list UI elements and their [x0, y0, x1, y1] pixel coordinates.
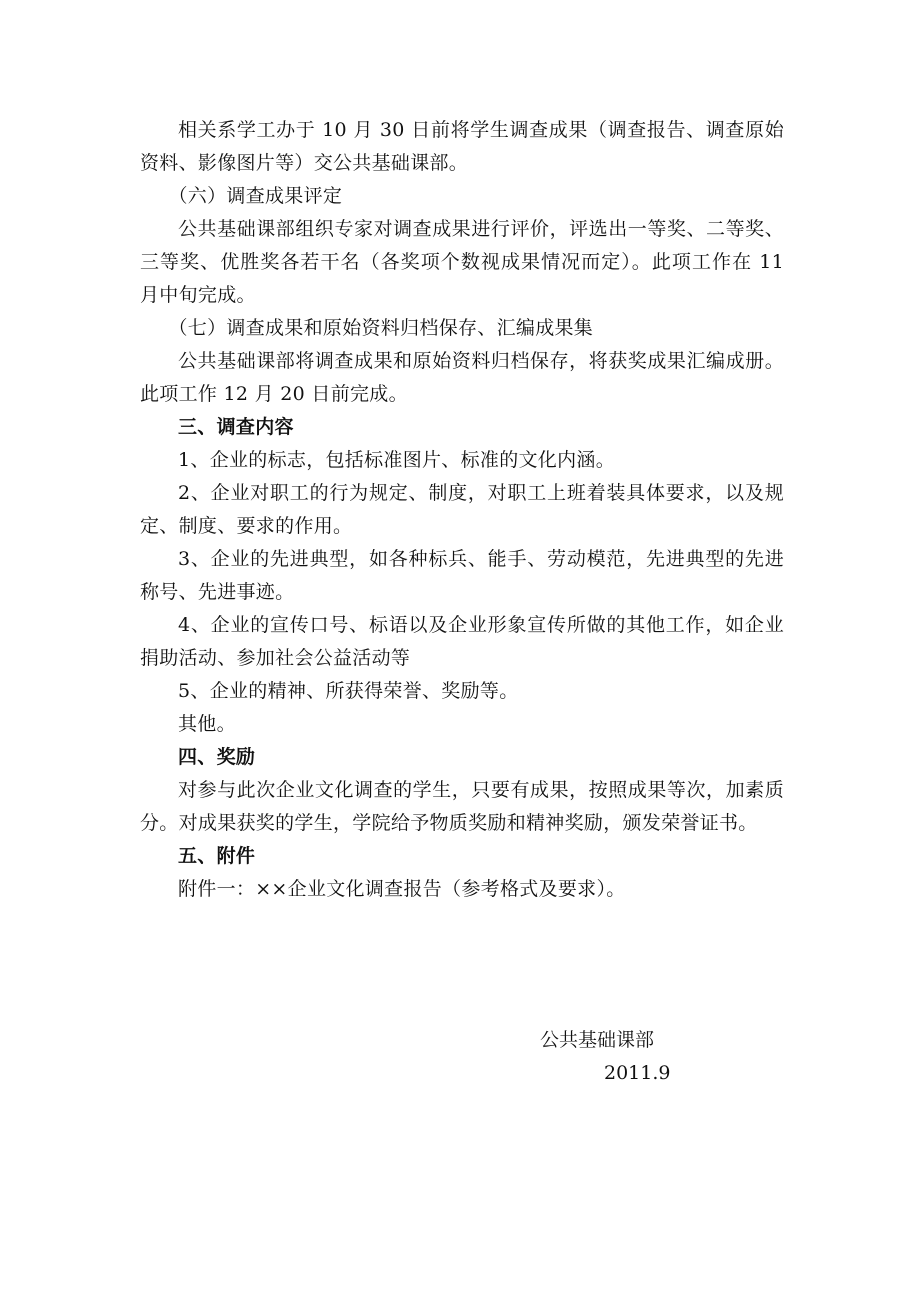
- document-body: [140, 114, 784, 906]
- subsection-title: （七）调查成果和原始资料归档保存、汇编成果集: [168, 317, 594, 339]
- section-heading: 四、奖励: [178, 746, 256, 768]
- paragraph: 公共基础课部组织专家对调查成果进行评价，评选出一等奖、二等奖、三等奖、优胜奖各若干名（各奖项个数视成果情况而定）。此项工作在 11 月中旬完成。: [140, 218, 784, 306]
- subsection-title: （六）调查成果评定: [168, 185, 343, 207]
- paragraph: 对参与此次企业文化调查的学生，只要有成果，按照成果等次，加素质分。对成果获奖的学生，学院给予物质奖励和精神奖励，颁发荣誉证书。: [140, 779, 784, 834]
- paragraph: 公共基础课部将调查成果和原始资料归档保存，将获奖成果汇编成册。此项工作 12 月 20 日前完成。: [140, 350, 784, 405]
- list-item: 3、企业的先进典型，如各种标兵、能手、劳动模范，先进典型的先进称号、先进事迹。: [140, 548, 784, 603]
- list-item: 5、企业的精神、所获得荣誉、奖励等。: [178, 680, 519, 702]
- list-item: 2、企业对职工的行为规定、制度，对职工上班着装具体要求，以及规定、制度、要求的作用。: [140, 482, 784, 537]
- section-heading: 三、调查内容: [178, 416, 294, 438]
- paragraph: 相关系学工办于 10 月 30 日前将学生调查成果（调查报告、调查原始资料、影像图片等）交公共基础课部。: [140, 119, 784, 174]
- signature-date: 2011.9: [604, 1062, 671, 1084]
- paragraph: 附件一：××企业文化调查报告（参考格式及要求）。: [178, 878, 626, 900]
- list-item: 4、企业的宣传口号、标语以及企业形象宣传所做的其他工作，如企业捐助活动、参加社会公益活动等: [140, 614, 784, 669]
- list-item: 其他。: [178, 713, 236, 735]
- list-item: 1、企业的标志，包括标准图片、标准的文化内涵。: [178, 449, 615, 471]
- signature-organization: 公共基础课部: [540, 1029, 655, 1051]
- section-heading: 五、附件: [178, 845, 256, 867]
